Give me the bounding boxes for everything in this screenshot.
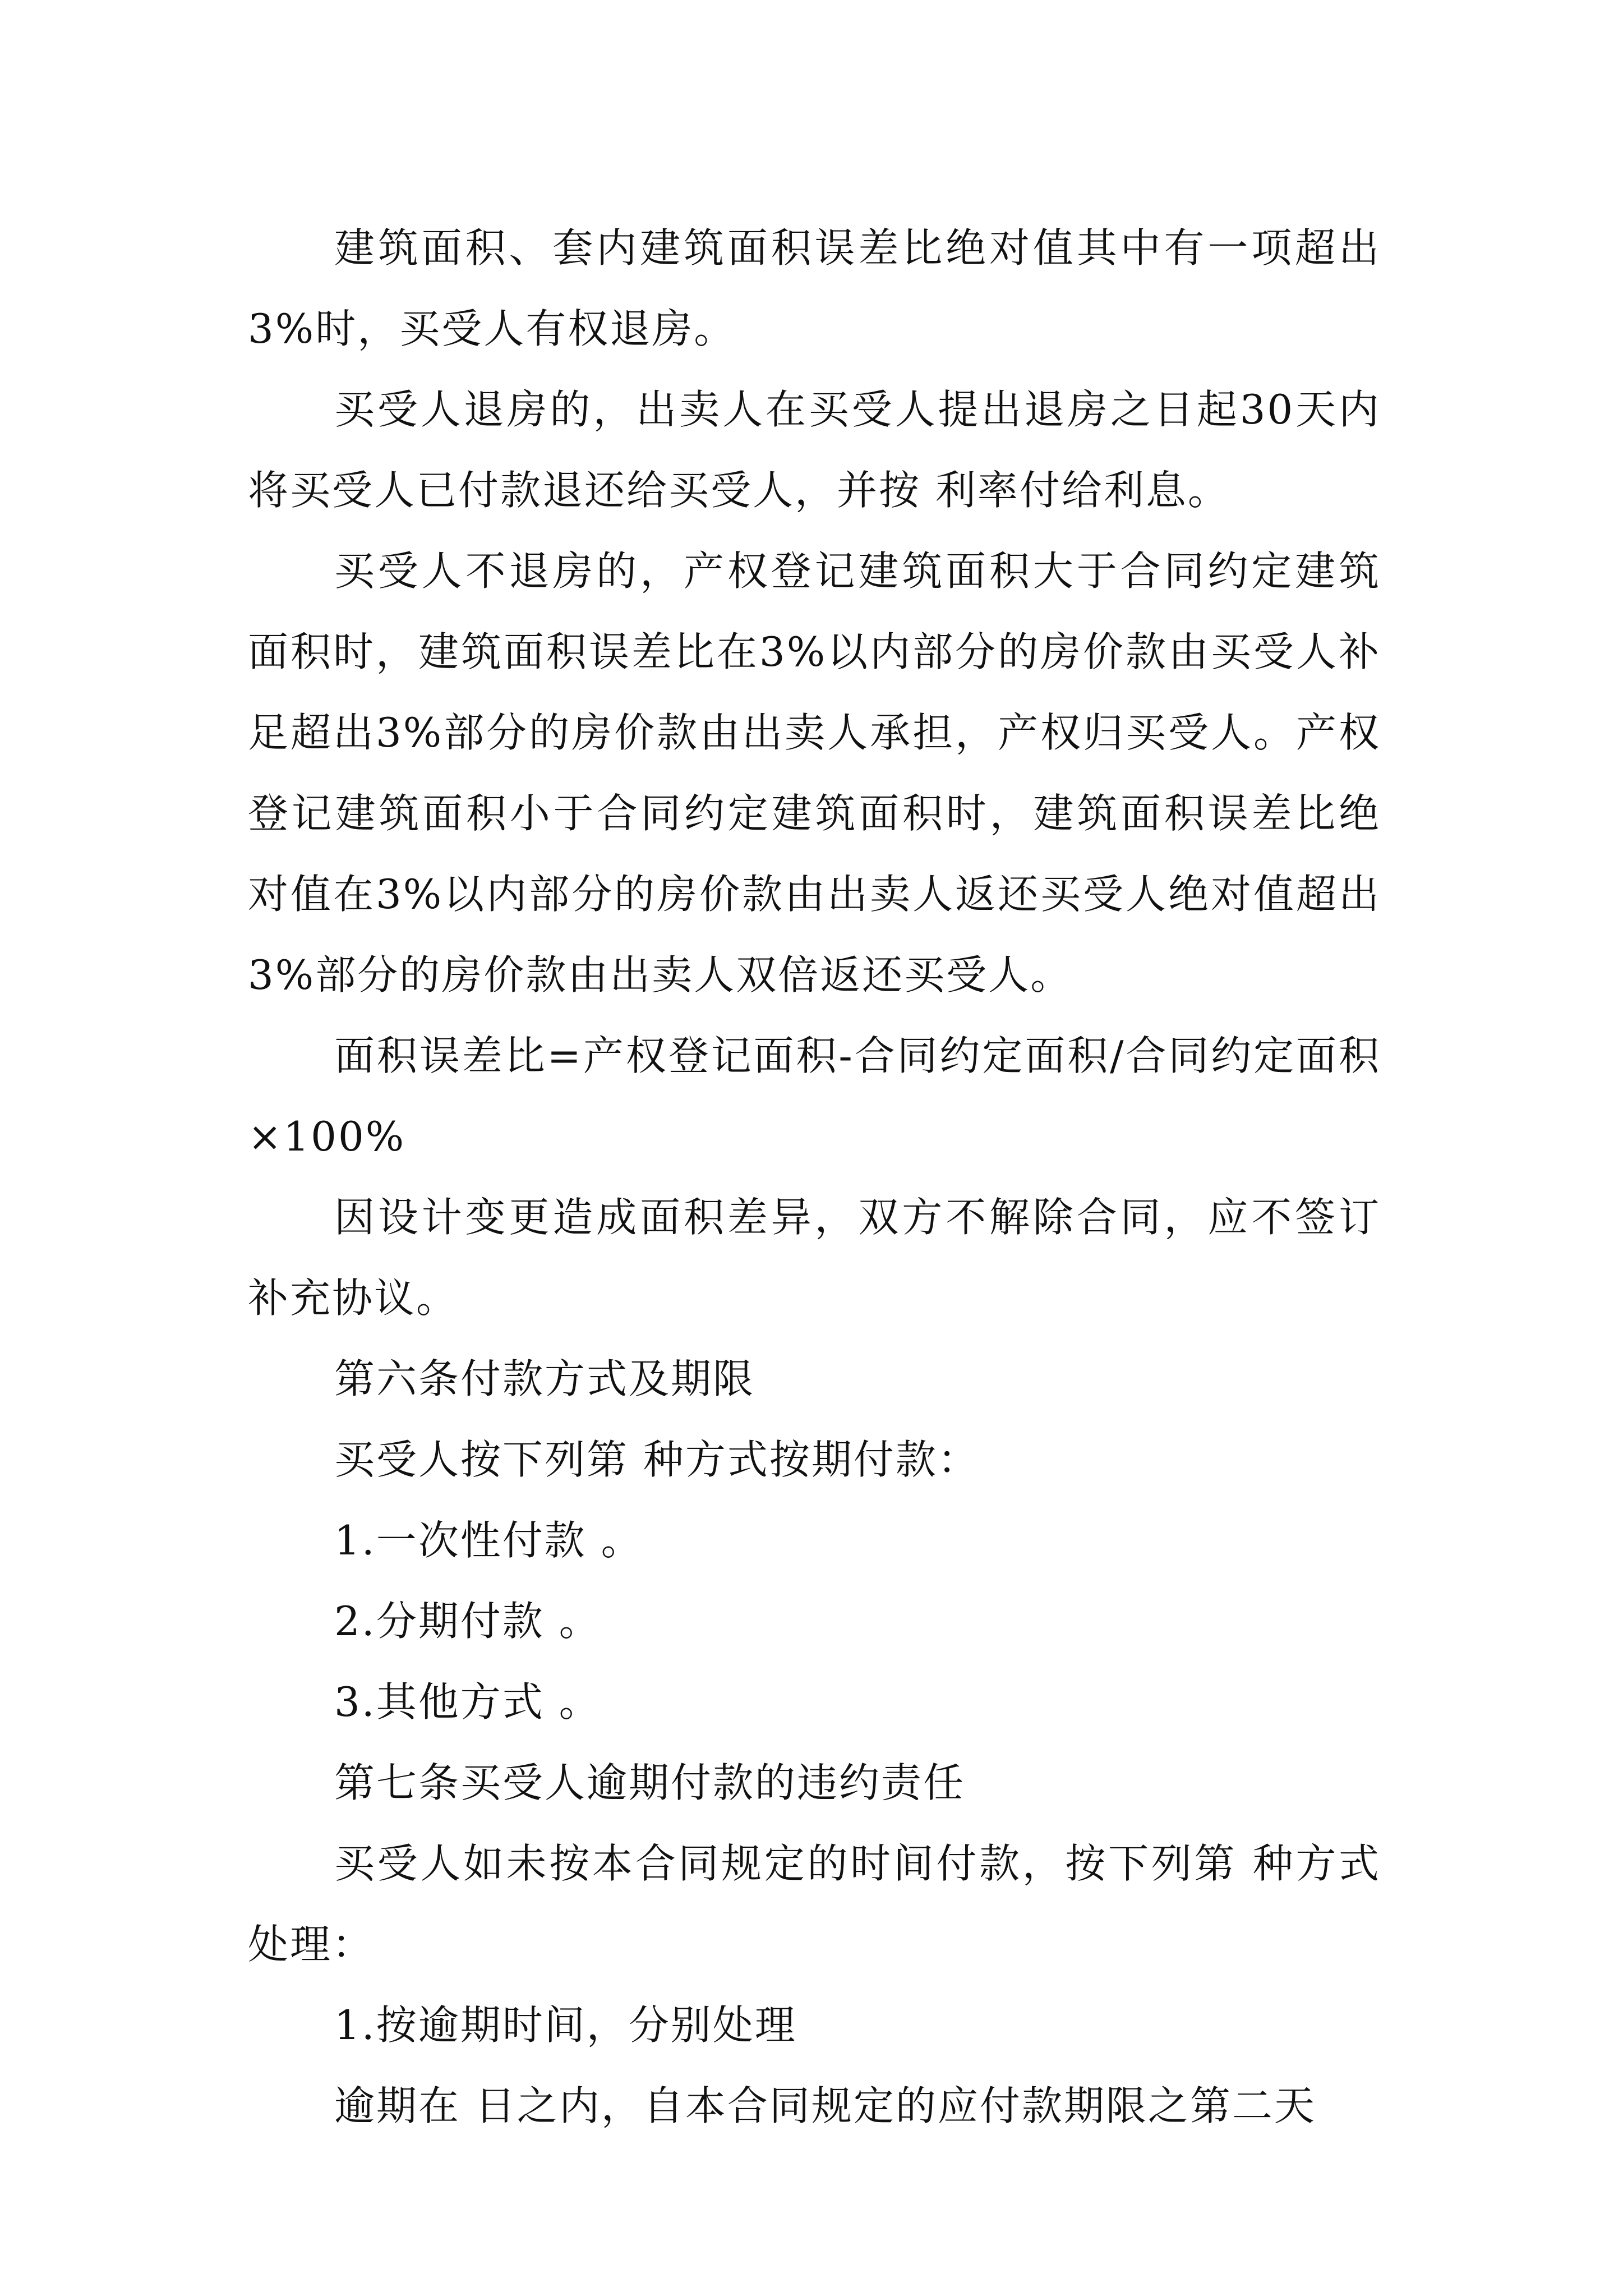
document-body — [248, 208, 1381, 2146]
list-item-other-method: 3.其他方式 。 — [334, 1678, 601, 1726]
list-item-installment: 2.分期付款 。 — [334, 1598, 601, 1645]
heading-article-7: 第七条买受人逾期付款的违约责任 — [334, 1759, 966, 1806]
paragraph-area-error-refund-right: 建筑面积、套内建筑面积误差比绝对值其中有一项超出3%时，买受人有权退房。 — [248, 224, 1381, 352]
list-item-by-overdue-time: 1.按逾期时间，分别处理 — [334, 2001, 797, 2049]
paragraph-design-change: 因设计变更造成面积差异，双方不解除合同，应不签订补充协议。 — [248, 1194, 1381, 1322]
paragraph-area-error-formula: 面积误差比=产权登记面积-合同约定面积/合同约定面积×100% — [248, 1032, 1381, 1160]
paragraph-overdue-within-days: 逾期在 日之内，自本合同规定的应付款期限之第二天 — [334, 2082, 1316, 2129]
paragraph-payment-method: 买受人按下列第 种方式按期付款： — [334, 1436, 980, 1483]
list-item-lump-sum: 1.一次性付款 。 — [334, 1517, 643, 1564]
paragraph-refund-procedure: 买受人退房的，出卖人在买受人提出退房之日起30天内将买受人已付款退还给买受人，并按 利率付给利息。 — [248, 386, 1381, 514]
heading-article-6: 第六条付款方式及期限 — [334, 1355, 755, 1402]
paragraph-late-payment: 买受人如未按本合同规定的时间付款，按下列第 种方式处理： — [248, 1840, 1381, 1968]
paragraph-no-refund-settlement: 买受人不退房的，产权登记建筑面积大于合同约定建筑面积时，建筑面积误差比在3%以内部分的房价款由买受人补足超出3%部分的房价款由出卖人承担，产权归买受人。产权登记建筑面积小于合同约定建筑面积时，建筑面积误差比绝对值在3%以内部分的房价款由出卖人返还买受人绝对值超出3%部分的房价款由出卖人双倍返还买受人。 — [248, 547, 1381, 999]
